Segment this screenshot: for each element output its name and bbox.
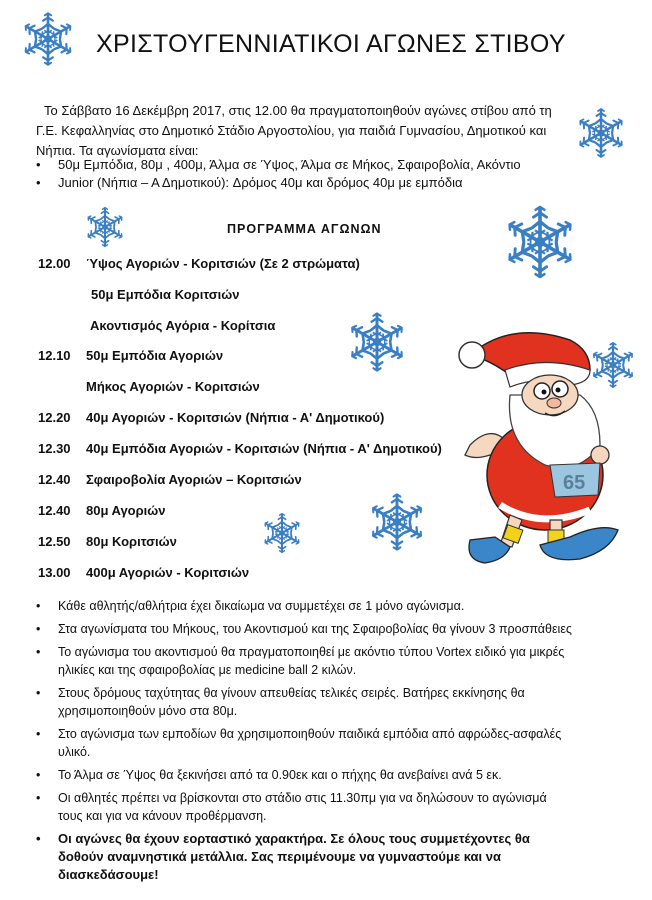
schedule-row bbox=[86, 379, 260, 394]
schedule-row bbox=[90, 318, 275, 333]
schedule-event: Σφαιροβολία Αγοριών – Κοριτσιών bbox=[86, 472, 302, 487]
schedule-time: 12.30 bbox=[38, 441, 71, 456]
schedule-event: 40μ Αγοριών - Κοριτσιών (Νήπια - Α' Δημοτικού) bbox=[86, 410, 385, 425]
schedule-event: 400μ Αγοριών - Κοριτσιών bbox=[86, 565, 250, 580]
program-heading: ΠΡΟΓΡΑΜΜΑ ΑΓΩΝΩΝ bbox=[227, 222, 382, 236]
snowflake-icon bbox=[575, 105, 627, 161]
schedule-row bbox=[38, 441, 442, 456]
schedule-event: 50μ Εμπόδια Αγοριών bbox=[86, 348, 224, 363]
schedule-time: 12.00 bbox=[38, 256, 71, 271]
schedule-event: Ύψος Αγοριών - Κοριτσιών (Σε 2 στρώματα) bbox=[86, 256, 360, 271]
note-item: • Στο αγώνισμα των εμποδίων θα χρησιμοποιηθούν παιδικά εμπόδια από αφρώδες-ασφαλές υλικό. bbox=[32, 725, 572, 761]
snowflake-icon bbox=[20, 9, 76, 69]
bib-number: 65 bbox=[563, 472, 586, 494]
schedule-row bbox=[38, 472, 302, 487]
schedule-time: 12.40 bbox=[38, 472, 71, 487]
schedule-row bbox=[38, 256, 360, 271]
note-item: • Στα αγωνίσματα του Μήκους, του Ακοντισμού και της Σφαιροβολίας θα γίνουν 3 προσπάθειες bbox=[32, 620, 572, 638]
snowflake-icon bbox=[261, 510, 303, 556]
schedule-row bbox=[38, 534, 177, 549]
schedule-event: 50μ Εμπόδια Κοριτσιών bbox=[91, 287, 240, 302]
schedule-row bbox=[38, 503, 166, 518]
schedule-time: 13.00 bbox=[38, 565, 71, 580]
schedule-time: 12.10 bbox=[38, 348, 71, 363]
events-list bbox=[32, 156, 592, 192]
snowflake-icon bbox=[84, 204, 126, 250]
page-title: ΧΡΙΣΤΟΥΓΕΝΝΙΑΤΙΚΟΙ ΑΓΩΝΕΣ ΣΤΙΒΟΥ bbox=[96, 30, 566, 58]
note-item: • Το Άλμα σε Ύψος θα ξεκινήσει από τα 0.90εκ και ο πήχης θα ανεβαίνει ανά 5 εκ. bbox=[32, 766, 572, 784]
note-item: • Οι αθλητές πρέπει να βρίσκονται στο στάδιο στις 11.30πμ για να δηλώσουν το αγώνισμά τους και για να κάνουν προθέρμανση. bbox=[32, 789, 572, 825]
schedule-time: 12.40 bbox=[38, 503, 71, 518]
snowflake-icon bbox=[346, 308, 408, 376]
schedule-event: Μήκος Αγοριών - Κοριτσιών bbox=[86, 379, 260, 394]
schedule-row bbox=[38, 410, 384, 425]
schedule-event: Ακοντισμός Αγόρια - Κορίτσια bbox=[90, 318, 276, 333]
note-item-closing: • Οι αγώνες θα έχουν εορταστικό χαρακτήρα. Σε όλους τους συμμετέχοντες θα δοθούν αναμνηστικά μετάλλια. Σας περιμένουμε να γυμναστούμε και να διασκεδάσουμε! bbox=[32, 830, 572, 884]
schedule-row bbox=[38, 348, 223, 363]
schedule-event: 80μ Κοριτσιών bbox=[86, 534, 177, 549]
schedule-time: 12.50 bbox=[38, 534, 71, 549]
intro-paragraph bbox=[36, 101, 556, 161]
schedule-event: 80μ Αγοριών bbox=[86, 503, 166, 518]
schedule-row bbox=[91, 287, 239, 302]
schedule-event: 40μ Εμπόδια Αγοριών - Κοριτσιών (Νήπια - Α' Δημοτικού) bbox=[86, 441, 442, 456]
note-item: • Το αγώνισμα του ακοντισμού θα πραγματοποιηθεί με ακόντιο τύπου Vortex ειδικό για μικρές ηλικίες και της σφαιροβολίας με medicine ball 2 κιλών. bbox=[32, 643, 572, 679]
event-item: • 50μ Εμπόδια, 80μ , 400μ, Άλμα σε Ύψος, Άλμα σε Μήκος, Σφαιροβολία, Ακόντιο bbox=[32, 156, 592, 174]
note-item: • Στους δρόμους ταχύτητας θα γίνουν απευθείας τελικές σειρές. Βατήρες εκκίνησης θα χρησιμοποιηθούν μόνο στα 80μ. bbox=[32, 684, 572, 720]
intro-text: Το Σάββατο 16 Δεκέμβρη 2017, στις 12.00 θα πραγματοποιηθούν αγώνες στίβου από τη Γ.Ε. Κεφαλληνίας στο Δημοτικό Στάδιο Αργοστολίου, για παιδιά Γυμνασίου, Δημοτικού και Νήπια. Τα αγωνίσματα είναι: bbox=[36, 103, 552, 158]
schedule-time: 12.20 bbox=[38, 410, 71, 425]
schedule-row bbox=[38, 565, 249, 580]
snowflake-icon bbox=[502, 202, 578, 282]
notes-list bbox=[32, 597, 572, 889]
snowflake-icon bbox=[367, 489, 427, 555]
santa-runner-illustration bbox=[450, 315, 635, 565]
note-item: • Κάθε αθλητής/αθλήτρια έχει δικαίωμα να συμμετέχει σε 1 μόνο αγώνισμα. bbox=[32, 597, 572, 615]
event-item: • Junior (Νήπια – Α Δημοτικού): Δρόμος 40μ και δρόμος 40μ με εμπόδια bbox=[32, 174, 592, 192]
